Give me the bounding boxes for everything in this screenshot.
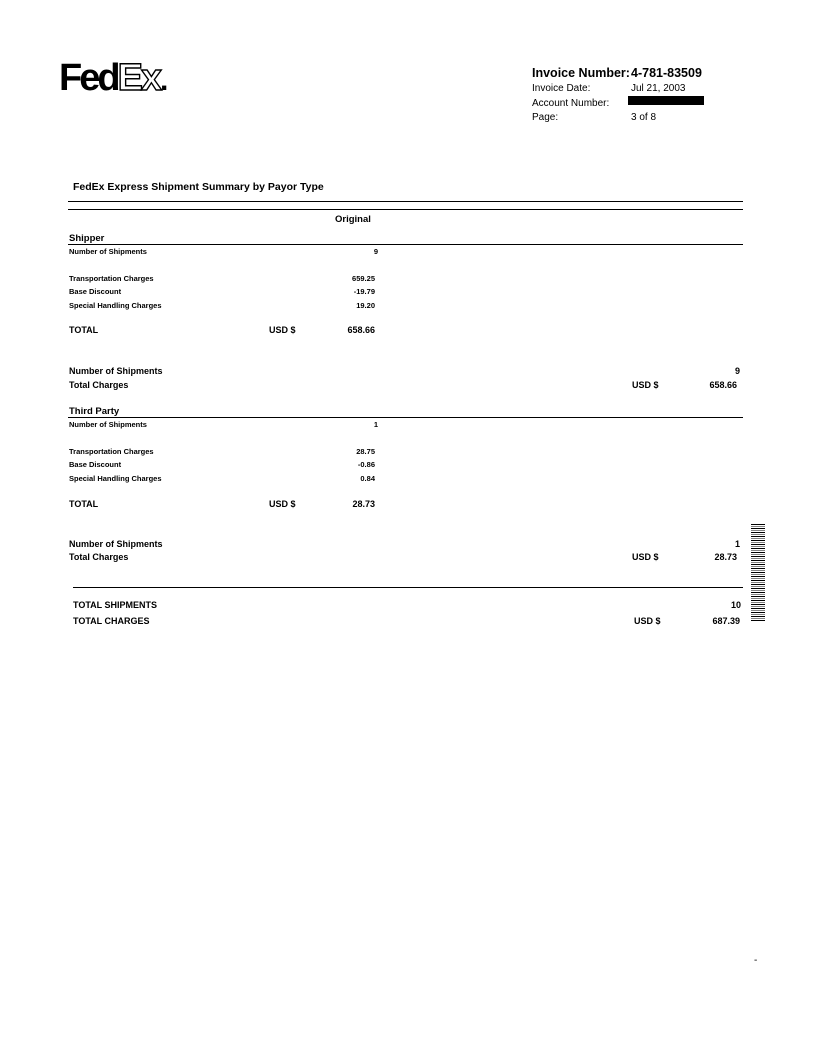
charge-label: Special Handling Charges [69,301,162,310]
total-label: TOTAL [69,325,99,335]
currency-label: USD $ [632,552,659,562]
total-charges-label: TOTAL CHARGES [73,616,150,626]
charge-value: 19.20 [356,301,375,310]
charge-label: Transportation Charges [69,447,154,456]
summary-charges-label: Total Charges [69,552,129,562]
summary-shipments-value: 9 [734,366,740,376]
summary-shipments-label: Number of Shipments [69,539,163,549]
title-divider-lower [68,209,743,210]
invoice-date: Jul 21, 2003 [631,83,686,94]
page-label: Page: [532,112,559,123]
section-divider [68,417,743,418]
section-divider [68,244,743,245]
title-divider [68,201,743,202]
currency-label: USD $ [269,325,296,335]
invoice-date-label: Invoice Date: [532,83,591,94]
charge-value: 0.84 [360,474,375,483]
currency-label: USD $ [634,616,661,626]
report-title: FedEx Express Shipment Summary by Payor Type [73,181,324,193]
fedex-logo: FedEx. [59,57,166,99]
charge-label: Base Discount [69,287,122,296]
summary-shipments-label: Number of Shipments [69,366,163,376]
redacted-account-number [628,96,704,105]
row-value: 9 [373,247,378,256]
charge-label: Transportation Charges [69,274,154,283]
charge-label: Special Handling Charges [69,474,162,483]
charge-label: Base Discount [69,460,122,469]
account-number-label: Account Number: [532,98,610,109]
section-title-shipper: Shipper [69,233,105,244]
total-charges-value: 687.39 [712,616,740,626]
grand-total-divider [73,587,743,588]
charge-value: -19.79 [353,287,375,296]
charge-value: 28.75 [356,447,375,456]
row-label: Number of Shipments [69,420,147,429]
total-shipments-label: TOTAL SHIPMENTS [73,600,158,610]
barcode [751,524,765,621]
summary-charges-value: 28.73 [714,552,737,562]
footer-mark: - [754,955,758,966]
row-value: 1 [373,420,378,429]
total-value: 28.73 [352,499,375,509]
currency-label: USD $ [269,499,296,509]
currency-label: USD $ [632,380,659,390]
total-label: TOTAL [69,499,99,509]
invoice-number: 4-781-83509 [631,66,702,80]
summary-shipments-value: 1 [734,539,740,549]
invoice-number-label: Invoice Number: [532,66,630,80]
section-title-third-party: Third Party [69,406,120,417]
column-header-original: Original [335,214,371,225]
summary-charges-label: Total Charges [69,380,129,390]
charge-value: 659.25 [352,274,375,283]
charge-value: -0.86 [357,460,375,469]
page-number: 3 of 8 [631,112,657,123]
summary-charges-value: 658.66 [709,380,737,390]
total-shipments-value: 10 [730,600,741,610]
total-value: 658.66 [347,325,375,335]
row-label: Number of Shipments [69,247,147,256]
